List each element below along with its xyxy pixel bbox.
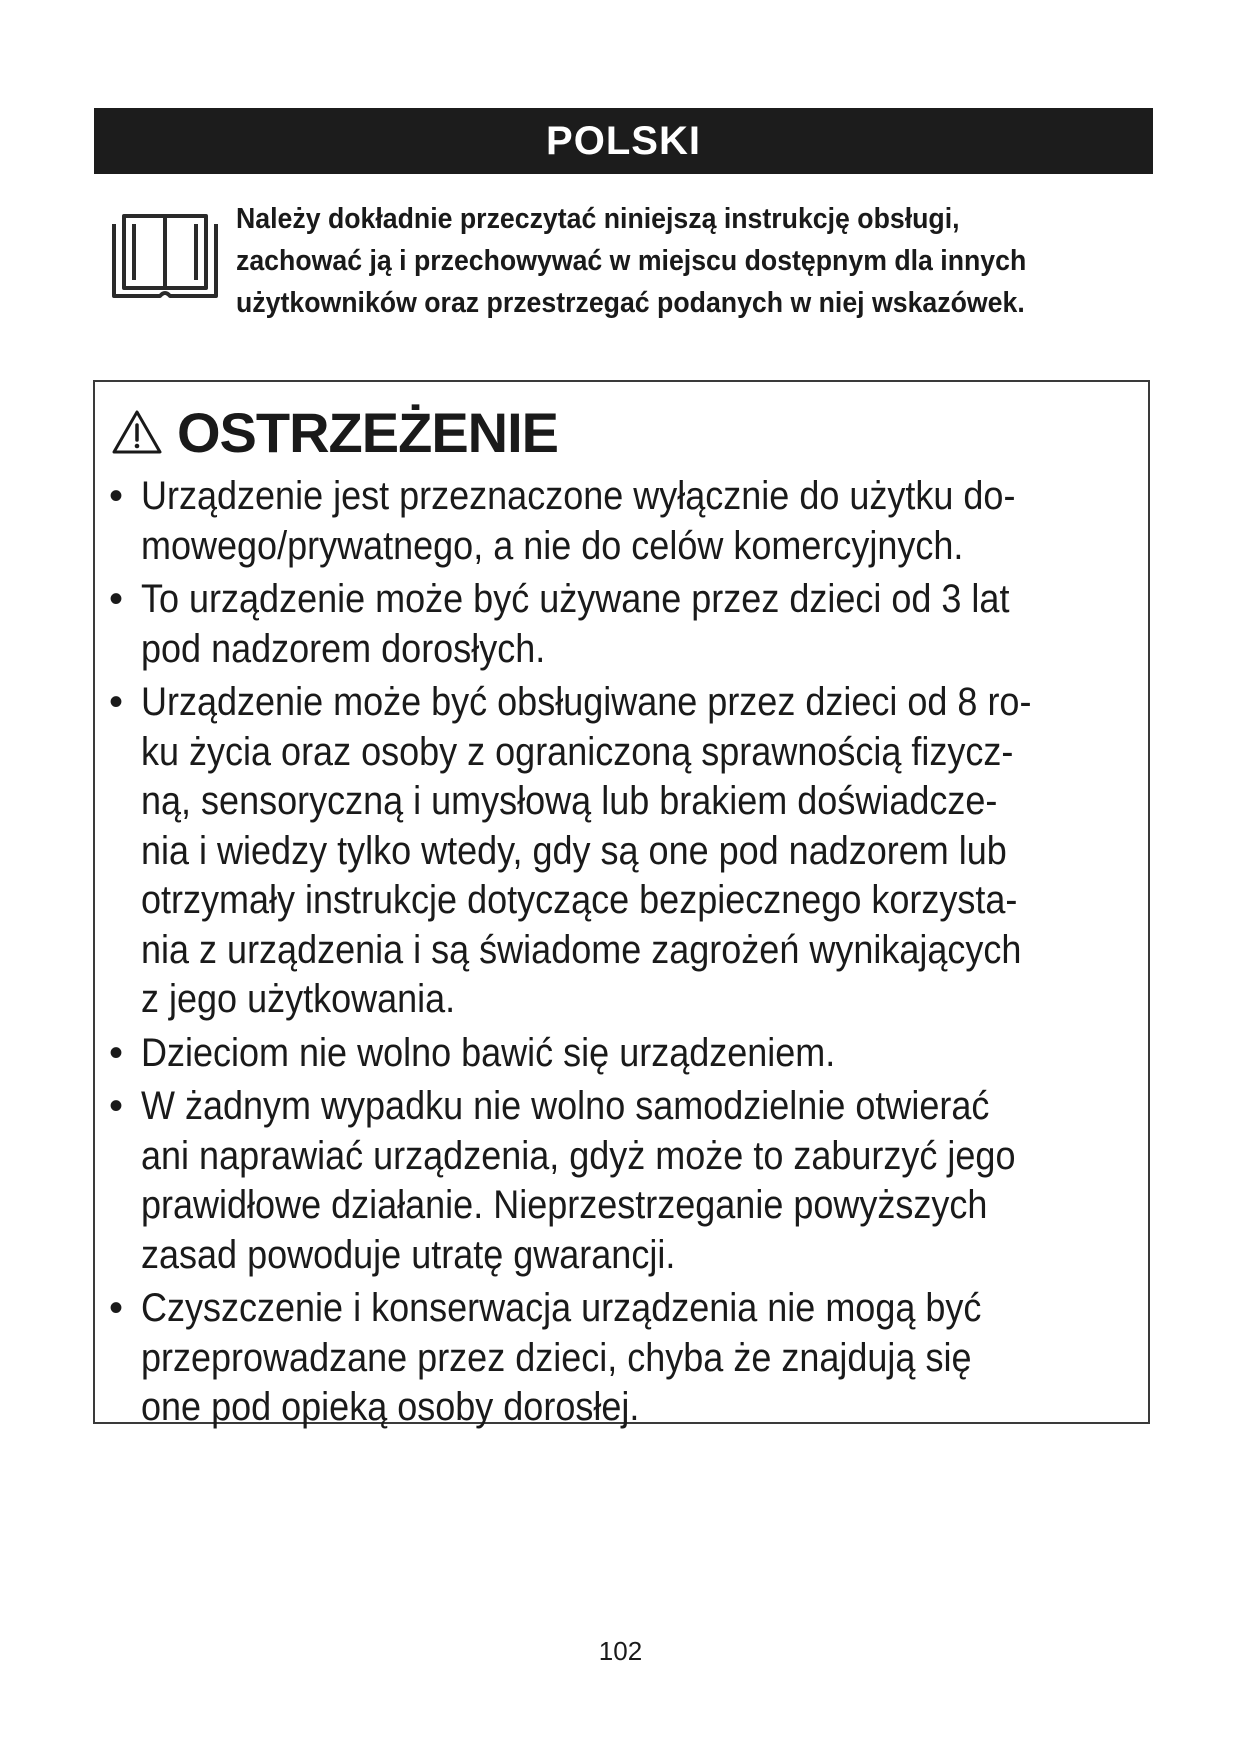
warning-item bbox=[107, 472, 1147, 571]
bullet: • bbox=[109, 474, 124, 518]
warning-line: To urządzenie może być używane przez dzieci od 3 lat bbox=[141, 577, 1010, 621]
warning-line: W żadnym wypadku nie wolno samodzielnie otwierać bbox=[141, 1084, 990, 1128]
open-book-icon bbox=[110, 210, 220, 300]
warning-item bbox=[107, 678, 1147, 1025]
warning-line: z jego użytkowania. bbox=[141, 977, 456, 1021]
warning-line: one pod opieką osoby dorosłej. bbox=[141, 1385, 640, 1429]
intro-line: użytkowników oraz przestrzegać podanych w niej wskazówek. bbox=[236, 287, 1025, 319]
warning-item bbox=[107, 575, 1147, 674]
bullet: • bbox=[109, 680, 124, 724]
warning-line: Urządzenie może być obsługiwane przez dzieci od 8 ro- bbox=[141, 680, 1032, 724]
warning-line: zasad powoduje utratę gwarancji. bbox=[141, 1232, 676, 1277]
warning-line: Czyszczenie i konserwacja urządzenia nie mogą być bbox=[141, 1286, 982, 1330]
intro-section bbox=[110, 198, 1160, 318]
warning-box bbox=[93, 380, 1150, 1429]
language-title: POLSKI bbox=[546, 118, 701, 163]
intro-line: zachować ją i przechowywać w miejscu dostępnym dla innych bbox=[236, 245, 1027, 277]
warning-line: nia i wiedzy tylko wtedy, gdy są one pod nadzorem lub bbox=[141, 828, 1007, 873]
warning-line: przeprowadzane przez dzieci, chyba że znajdują się bbox=[141, 1335, 972, 1380]
warning-heading bbox=[111, 400, 558, 464]
bullet: • bbox=[109, 1030, 124, 1075]
warning-line: mowego/prywatnego, a nie do celów komercyjnych. bbox=[141, 523, 964, 568]
warning-line: ku życia oraz osoby z ograniczoną sprawnością fizycz- bbox=[141, 729, 1014, 774]
warning-line: Dzieciom nie wolno bawić się urządzeniem. bbox=[141, 1030, 836, 1075]
warning-line: ani naprawiać urządzenia, gdyż może to zaburzyć jego bbox=[141, 1133, 1016, 1178]
warning-line: nia z urządzenia i są świadome zagrożeń wynikających bbox=[141, 927, 1022, 972]
bullet: • bbox=[109, 577, 124, 621]
warning-line: pod nadzorem dorosłych. bbox=[141, 626, 546, 671]
page-number: 102 bbox=[598, 1636, 643, 1666]
warning-line: Urządzenie jest przeznaczone wyłącznie do użytku do- bbox=[141, 474, 1016, 518]
warning-item bbox=[107, 1029, 1147, 1079]
intro-text bbox=[236, 198, 1082, 324]
warning-title: OSTRZEŻENIE bbox=[177, 400, 559, 464]
language-header bbox=[94, 108, 1153, 174]
warning-item bbox=[107, 1284, 1147, 1433]
warning-line: otrzymały instrukcje dotyczące bezpiecznego korzysta- bbox=[141, 878, 1018, 922]
warning-line: prawidłowe działanie. Nieprzestrzeganie powyższych bbox=[141, 1183, 988, 1227]
intro-line: Należy dokładnie przeczytać niniejszą instrukcję obsługi, bbox=[236, 203, 960, 235]
bullet: • bbox=[109, 1084, 124, 1128]
warning-line: ną, sensoryczną i umysłową lub brakiem doświadcze- bbox=[141, 779, 998, 823]
warning-item bbox=[107, 1082, 1147, 1280]
warning-triangle-icon bbox=[111, 408, 163, 456]
bullet: • bbox=[109, 1286, 124, 1330]
warning-list bbox=[107, 472, 1147, 1437]
